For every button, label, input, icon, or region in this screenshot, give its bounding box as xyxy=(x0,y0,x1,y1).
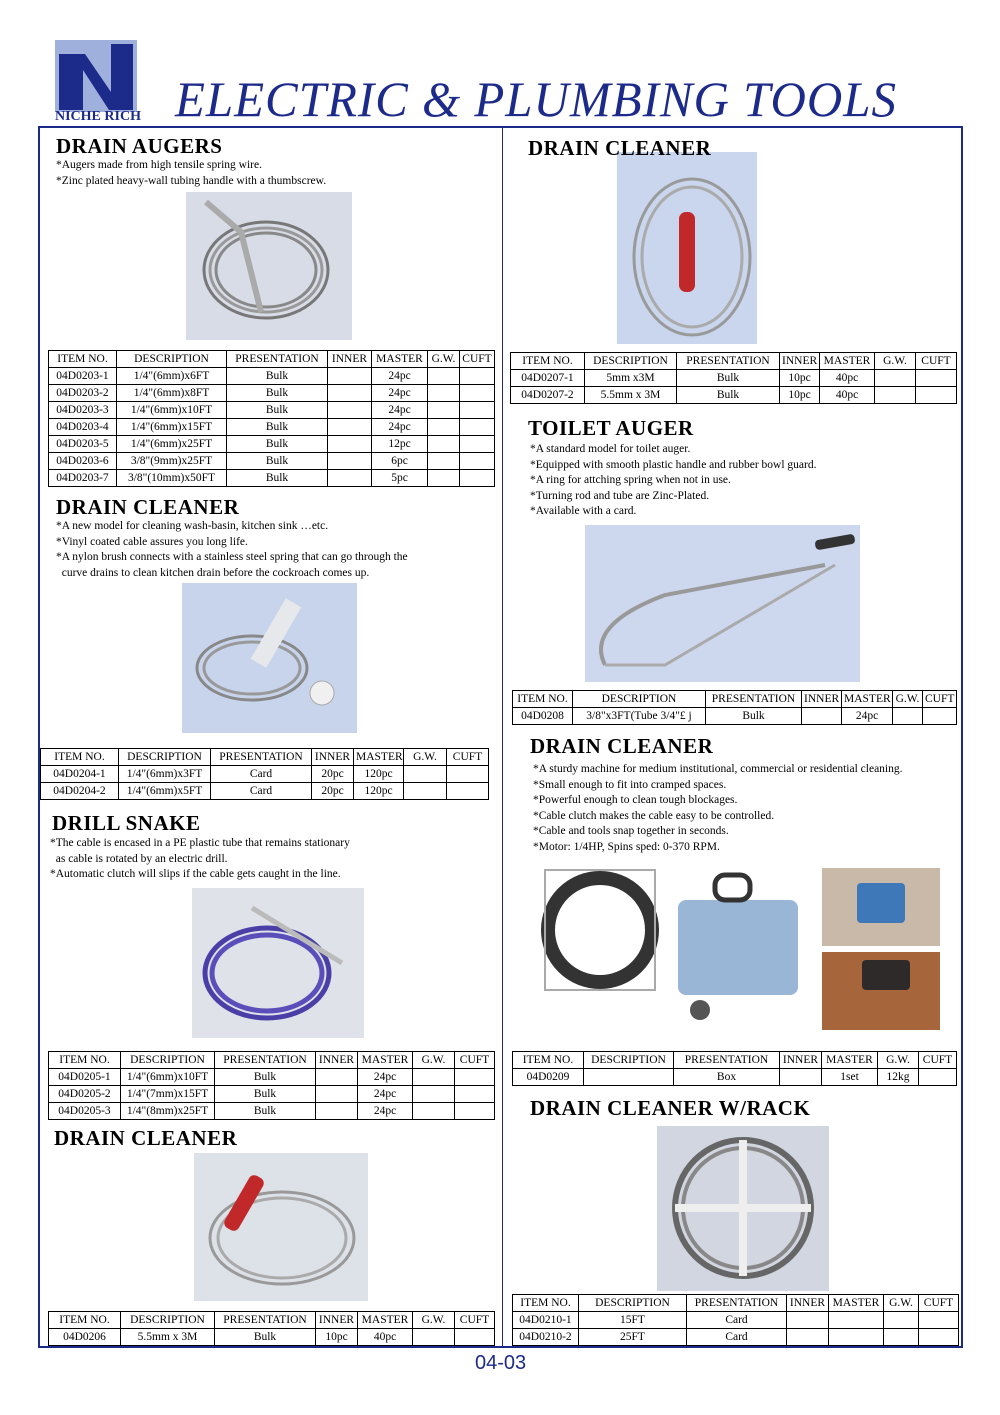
header-cuft: CUFT xyxy=(447,749,489,766)
cell-presentation: Card xyxy=(687,1329,787,1346)
cell-cuft xyxy=(916,370,957,387)
header-item-no: ITEM NO. xyxy=(49,1312,121,1329)
feature-line: *Automatic clutch will slips if the cable gets caught in the line. xyxy=(50,868,341,880)
cell-master: 12pc xyxy=(372,436,428,453)
cell-gw xyxy=(413,1086,455,1103)
cell-inner xyxy=(787,1329,829,1346)
cell-item-no: 04D0203-5 xyxy=(49,436,117,453)
cell-inner xyxy=(328,402,372,419)
cell-inner: 10pc xyxy=(316,1329,358,1346)
page-title: ELECTRIC & PLUMBING TOOLS xyxy=(175,71,897,127)
header-cuft: CUFT xyxy=(455,1312,495,1329)
drain-cleaner-machine-table xyxy=(512,1051,957,1086)
header-item-no: ITEM NO. xyxy=(513,691,573,708)
feature-line: *A nylon brush connects with a stainless steel spring that can go through the xyxy=(56,551,408,563)
cell-presentation: Bulk xyxy=(677,370,780,387)
header-gw: G.W. xyxy=(413,1312,455,1329)
cell-gw xyxy=(428,436,460,453)
cell-master: 40pc xyxy=(820,370,875,387)
cell-gw: 12kg xyxy=(878,1069,919,1086)
drain-auger-photo xyxy=(186,192,352,340)
header-master: MASTER xyxy=(372,351,428,368)
header-inner: INNER xyxy=(316,1312,358,1329)
cell-item-no: 04D0203-2 xyxy=(49,385,117,402)
feature-line: *A sturdy machine for medium institutional, commercial or residential cleaning. xyxy=(533,763,903,775)
header-cuft: CUFT xyxy=(460,351,495,368)
table-header-row xyxy=(49,351,495,368)
header-cuft: CUFT xyxy=(919,1052,957,1069)
cell-cuft xyxy=(455,1329,495,1346)
cell-gw xyxy=(875,370,916,387)
cell-inner xyxy=(328,368,372,385)
header-presentation: PRESENTATION xyxy=(677,353,780,370)
feature-line: *A ring for attching spring when not in use. xyxy=(530,474,731,486)
cell-cuft xyxy=(460,419,495,436)
cell-item-no: 04D0209 xyxy=(513,1069,584,1086)
header-description: DESCRIPTION xyxy=(584,1052,674,1069)
header-item-no: ITEM NO. xyxy=(49,1052,121,1069)
cell-master: 24pc xyxy=(842,708,893,725)
cell-item-no: 04D0207-2 xyxy=(511,387,585,404)
feature-line: *Zinc plated heavy-wall tubing handle with a thumbscrew. xyxy=(56,174,327,187)
cell-gw xyxy=(428,453,460,470)
drain-cleaner-machine-features xyxy=(533,762,903,855)
cell-gw xyxy=(428,368,460,385)
table-body xyxy=(513,1312,959,1346)
cell-item-no: 04D0203-7 xyxy=(49,470,117,487)
header-description: DESCRIPTION xyxy=(585,353,677,370)
table-row xyxy=(49,402,495,419)
cell-presentation: Box xyxy=(674,1069,780,1086)
cell-inner xyxy=(328,419,372,436)
table-row xyxy=(41,783,489,800)
header-master: MASTER xyxy=(820,353,875,370)
header-presentation: PRESENTATION xyxy=(687,1295,787,1312)
header-item-no: ITEM NO. xyxy=(511,353,585,370)
drain-cleaner-red-handle-photo xyxy=(194,1153,368,1301)
header-presentation: PRESENTATION xyxy=(211,749,312,766)
header-item-no: ITEM NO. xyxy=(513,1295,579,1312)
feature-line: curve drains to clean kitchen drain before the cockroach comes up. xyxy=(56,566,370,579)
cell-description: 1/4"(6mm)x10FT xyxy=(121,1069,215,1086)
cell-gw xyxy=(428,470,460,487)
cell-cuft xyxy=(460,385,495,402)
cell-description: 1/4"(6mm)x5FT xyxy=(119,783,211,800)
table-body xyxy=(513,708,957,725)
cell-master: 5pc xyxy=(372,470,428,487)
drain-machine-photo xyxy=(540,860,812,1038)
cell-cuft xyxy=(919,1069,957,1086)
table-row xyxy=(41,766,489,783)
cell-inner xyxy=(316,1103,358,1120)
cell-inner: 10pc xyxy=(780,370,820,387)
niche-rich-logo xyxy=(55,40,137,112)
section-title-drain-cleaner-2: DRAIN CLEANER xyxy=(56,495,240,519)
cell-gw xyxy=(875,387,916,404)
cell-gw xyxy=(404,783,447,800)
cell-description: 1/4"(8mm)x25FT xyxy=(121,1103,215,1120)
section-title-drain-cleaner-3: DRAIN CLEANER xyxy=(54,1126,238,1150)
drain-augers-features xyxy=(56,158,326,189)
cell-description: 5mm x3M xyxy=(585,370,677,387)
drain-cleaner-rack-photo xyxy=(657,1126,829,1291)
cell-presentation: Bulk xyxy=(227,385,328,402)
cell-master: 24pc xyxy=(372,419,428,436)
header-inner: INNER xyxy=(780,353,820,370)
feature-line: as cable is rotated by an electric drill. xyxy=(50,852,228,865)
feature-line: *Augers made from high tensile spring wire. xyxy=(56,159,262,171)
header-master: MASTER xyxy=(822,1052,878,1069)
cell-cuft xyxy=(455,1086,495,1103)
header-presentation: PRESENTATION xyxy=(215,1052,316,1069)
table-body xyxy=(513,1069,957,1086)
table-row xyxy=(49,436,495,453)
drill-snake-photo xyxy=(192,888,364,1038)
cell-inner xyxy=(328,470,372,487)
table-row xyxy=(513,1329,959,1346)
toilet-auger-features xyxy=(530,442,816,520)
cell-inner: 10pc xyxy=(780,387,820,404)
header-gw: G.W. xyxy=(404,749,447,766)
section-title-drain-cleaner-rack: DRAIN CLEANER W/RACK xyxy=(530,1096,811,1120)
cell-cuft xyxy=(460,470,495,487)
cell-cuft xyxy=(455,1103,495,1120)
header-presentation: PRESENTATION xyxy=(706,691,802,708)
cell-master: 24pc xyxy=(372,385,428,402)
drain-cleaner-1-table xyxy=(510,352,957,404)
cell-cuft xyxy=(916,387,957,404)
drain-augers-table xyxy=(48,350,495,487)
cell-cuft xyxy=(460,453,495,470)
drill-snake-table xyxy=(48,1051,495,1120)
brand-name: NICHE RICH xyxy=(55,109,141,124)
header-inner: INNER xyxy=(328,351,372,368)
cell-gw xyxy=(884,1329,919,1346)
header-description: DESCRIPTION xyxy=(579,1295,687,1312)
column-divider xyxy=(502,128,503,1346)
feature-line: *A standard model for toilet auger. xyxy=(530,443,691,455)
cell-description: 1/4"(6mm)x6FT xyxy=(117,368,227,385)
cell-master: 1set xyxy=(822,1069,878,1086)
feature-line: *Cable and tools snap together in seconds. xyxy=(533,825,729,837)
table-row xyxy=(513,1312,959,1329)
cell-description: 1/4"(7mm)x15FT xyxy=(121,1086,215,1103)
cell-gw xyxy=(884,1312,919,1329)
header-description: DESCRIPTION xyxy=(573,691,706,708)
table-row xyxy=(49,1069,495,1086)
table-row xyxy=(513,708,957,725)
cell-gw xyxy=(428,419,460,436)
header-inner: INNER xyxy=(802,691,842,708)
cell-item-no: 04D0210-2 xyxy=(513,1329,579,1346)
cell-description: 1/4"(6mm)x15FT xyxy=(117,419,227,436)
table-header-row xyxy=(513,691,957,708)
cell-gw xyxy=(428,402,460,419)
header-master: MASTER xyxy=(358,1312,413,1329)
drain-cleaner-brush-photo xyxy=(182,583,357,733)
drain-cleaner-1-photo xyxy=(617,152,757,344)
section-title-toilet-auger: TOILET AUGER xyxy=(528,416,694,440)
table-body xyxy=(511,370,957,404)
cell-master xyxy=(829,1312,884,1329)
header-master: MASTER xyxy=(354,749,404,766)
feature-line: *The cable is encased in a PE plastic tube that remains stationary xyxy=(50,837,350,849)
cell-cuft xyxy=(919,1312,959,1329)
cell-item-no: 04D0204-1 xyxy=(41,766,119,783)
table-row xyxy=(49,385,495,402)
cell-description: 1/4"(6mm)x8FT xyxy=(117,385,227,402)
cell-inner xyxy=(316,1086,358,1103)
cell-item-no: 04D0203-1 xyxy=(49,368,117,385)
header-cuft: CUFT xyxy=(455,1052,495,1069)
cell-presentation: Bulk xyxy=(215,1103,316,1120)
cell-item-no: 04D0203-4 xyxy=(49,419,117,436)
cell-description: 15FT xyxy=(579,1312,687,1329)
header-inner: INNER xyxy=(316,1052,358,1069)
cell-inner: 20pc xyxy=(312,766,354,783)
page-number: 04-03 xyxy=(475,1352,527,1374)
table-row xyxy=(49,368,495,385)
cell-item-no: 04D0205-3 xyxy=(49,1103,121,1120)
cell-description xyxy=(584,1069,674,1086)
cell-inner xyxy=(787,1312,829,1329)
cell-inner xyxy=(780,1069,822,1086)
table-body xyxy=(49,1069,495,1120)
cell-cuft xyxy=(447,766,489,783)
header-gw: G.W. xyxy=(413,1052,455,1069)
feature-line: *Equipped with smooth plastic handle and rubber bowl guard. xyxy=(530,458,817,471)
cell-item-no: 04D0207-1 xyxy=(511,370,585,387)
table-row xyxy=(49,419,495,436)
cell-presentation: Bulk xyxy=(227,402,328,419)
cell-description: 3/8"(9mm)x25FT xyxy=(117,453,227,470)
header-presentation: PRESENTATION xyxy=(674,1052,780,1069)
cell-inner xyxy=(802,708,842,725)
header-item-no: ITEM NO. xyxy=(513,1052,584,1069)
cell-master: 24pc xyxy=(358,1086,413,1103)
table-header-row xyxy=(49,1312,495,1329)
cell-presentation: Bulk xyxy=(215,1086,316,1103)
cell-master: 40pc xyxy=(820,387,875,404)
header-gw: G.W. xyxy=(893,691,923,708)
drain-cleaner-3-table xyxy=(48,1311,495,1346)
feature-line: *Motor: 1/4HP, Spins sped: 0-370 RPM. xyxy=(533,840,720,853)
table-body xyxy=(49,1329,495,1346)
table-row xyxy=(513,1069,957,1086)
cell-gw xyxy=(413,1329,455,1346)
table-header-row xyxy=(513,1052,957,1069)
table-row xyxy=(49,1103,495,1120)
cell-description: 25FT xyxy=(579,1329,687,1346)
cell-cuft xyxy=(447,783,489,800)
drain-cleaner-2-table xyxy=(40,748,489,800)
machine-in-use-photo-1 xyxy=(822,868,940,946)
cell-presentation: Bulk xyxy=(677,387,780,404)
header-inner: INNER xyxy=(780,1052,822,1069)
cell-description: 3/8"(10mm)x50FT xyxy=(117,470,227,487)
header-description: DESCRIPTION xyxy=(121,1052,215,1069)
cell-master: 24pc xyxy=(372,368,428,385)
cell-presentation: Card xyxy=(687,1312,787,1329)
cell-gw xyxy=(413,1103,455,1120)
header-master: MASTER xyxy=(358,1052,413,1069)
cell-item-no: 04D0203-3 xyxy=(49,402,117,419)
table-header-row xyxy=(511,353,957,370)
table-row xyxy=(511,370,957,387)
cell-cuft xyxy=(460,368,495,385)
cell-master: 6pc xyxy=(372,453,428,470)
table-header-row xyxy=(41,749,489,766)
cell-presentation: Card xyxy=(211,783,312,800)
header-item-no: ITEM NO. xyxy=(49,351,117,368)
feature-line: *Turning rod and tube are Zinc-Plated. xyxy=(530,489,710,502)
cell-description: 1/4"(6mm)x25FT xyxy=(117,436,227,453)
cell-master: 120pc xyxy=(354,766,404,783)
cell-description: 1/4"(6mm)x3FT xyxy=(119,766,211,783)
cell-description: 5.5mm x 3M xyxy=(585,387,677,404)
table-row xyxy=(49,1086,495,1103)
cell-cuft xyxy=(460,402,495,419)
feature-line: *Powerful enough to clean tough blockages. xyxy=(533,794,738,806)
cell-item-no: 04D0208 xyxy=(513,708,573,725)
section-title-drain-augers: DRAIN AUGERS xyxy=(56,134,223,158)
cell-item-no: 04D0205-2 xyxy=(49,1086,121,1103)
cell-master: 24pc xyxy=(358,1103,413,1120)
header-description: DESCRIPTION xyxy=(119,749,211,766)
cell-item-no: 04D0205-1 xyxy=(49,1069,121,1086)
feature-line: *Vinyl coated cable assures you long life. xyxy=(56,535,248,548)
header-presentation: PRESENTATION xyxy=(227,351,328,368)
cell-master: 120pc xyxy=(354,783,404,800)
header-inner: INNER xyxy=(787,1295,829,1312)
cell-gw xyxy=(413,1069,455,1086)
header-description: DESCRIPTION xyxy=(121,1312,215,1329)
table-header-row xyxy=(49,1052,495,1069)
cell-master: 24pc xyxy=(358,1069,413,1086)
feature-line: *A new model for cleaning wash-basin, kitchen sink …etc. xyxy=(56,520,329,532)
table-header-row xyxy=(513,1295,959,1312)
cell-item-no: 04D0210-1 xyxy=(513,1312,579,1329)
table-row xyxy=(511,387,957,404)
machine-in-use-photo-2 xyxy=(822,952,940,1030)
header-gw: G.W. xyxy=(875,353,916,370)
table-row xyxy=(49,470,495,487)
table-row xyxy=(49,453,495,470)
header-description: DESCRIPTION xyxy=(117,351,227,368)
cell-item-no: 04D0206 xyxy=(49,1329,121,1346)
header-gw: G.W. xyxy=(428,351,460,368)
cell-gw xyxy=(428,385,460,402)
drain-cleaner-2-features xyxy=(56,519,408,581)
cell-presentation: Bulk xyxy=(215,1069,316,1086)
cell-gw xyxy=(893,708,923,725)
cell-gw xyxy=(404,766,447,783)
table-body xyxy=(49,368,495,487)
toilet-auger-photo xyxy=(585,525,860,682)
header-cuft: CUFT xyxy=(919,1295,959,1312)
cell-presentation: Card xyxy=(211,766,312,783)
cell-master xyxy=(829,1329,884,1346)
cell-master: 24pc xyxy=(372,402,428,419)
header-master: MASTER xyxy=(842,691,893,708)
cell-master: 40pc xyxy=(358,1329,413,1346)
header-presentation: PRESENTATION xyxy=(215,1312,316,1329)
cell-description: 5.5mm x 3M xyxy=(121,1329,215,1346)
header-cuft: CUFT xyxy=(916,353,957,370)
feature-line: *Cable clutch makes the cable easy to be controlled. xyxy=(533,809,775,822)
cell-description: 1/4"(6mm)x10FT xyxy=(117,402,227,419)
cell-presentation: Bulk xyxy=(215,1329,316,1346)
section-title-drain-cleaner-1: DRAIN CLEANER xyxy=(528,136,712,160)
drain-cleaner-rack-table xyxy=(512,1294,959,1346)
header-inner: INNER xyxy=(312,749,354,766)
cell-description: 3/8"x3FT(Tube 3/4"£ j xyxy=(573,708,706,725)
header-gw: G.W. xyxy=(878,1052,919,1069)
cell-presentation: Bulk xyxy=(706,708,802,725)
cell-cuft xyxy=(923,708,957,725)
cell-presentation: Bulk xyxy=(227,470,328,487)
cell-inner xyxy=(328,385,372,402)
cell-presentation: Bulk xyxy=(227,419,328,436)
header-cuft: CUFT xyxy=(923,691,957,708)
table-row xyxy=(49,1329,495,1346)
cell-presentation: Bulk xyxy=(227,436,328,453)
cell-presentation: Bulk xyxy=(227,453,328,470)
cell-cuft xyxy=(460,436,495,453)
cell-cuft xyxy=(919,1329,959,1346)
cell-cuft xyxy=(455,1069,495,1086)
cell-inner xyxy=(328,436,372,453)
cell-inner xyxy=(328,453,372,470)
toilet-auger-table xyxy=(512,690,957,725)
header-item-no: ITEM NO. xyxy=(41,749,119,766)
cell-item-no: 04D0204-2 xyxy=(41,783,119,800)
cell-presentation: Bulk xyxy=(227,368,328,385)
feature-line: *Available with a card. xyxy=(530,505,637,517)
cell-inner xyxy=(316,1069,358,1086)
header-master: MASTER xyxy=(829,1295,884,1312)
header-gw: G.W. xyxy=(884,1295,919,1312)
section-title-drill-snake: DRILL SNAKE xyxy=(52,811,201,835)
cell-inner: 20pc xyxy=(312,783,354,800)
section-title-drain-cleaner-machine: DRAIN CLEANER xyxy=(530,734,714,758)
feature-line: *Small enough to fit into cramped spaces. xyxy=(533,778,727,791)
cell-item-no: 04D0203-6 xyxy=(49,453,117,470)
table-body xyxy=(41,766,489,800)
drill-snake-features xyxy=(50,836,350,883)
